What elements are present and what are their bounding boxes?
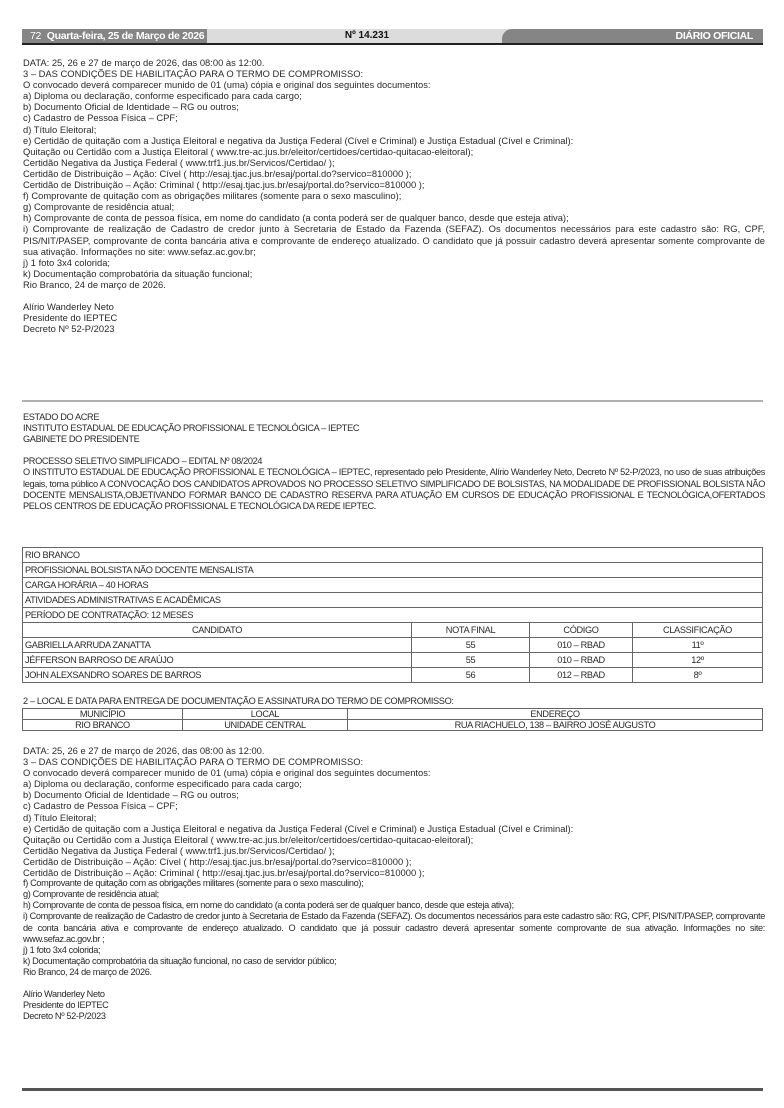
text-line: O convocado deverá comparecer munido de 01 (uma) cópia e original dos seguintes documentos: bbox=[23, 79, 431, 91]
text-line: j) 1 foto 3x4 colorida; bbox=[23, 944, 101, 955]
text-line: c) Cadastro de Pessoa Física – CPF; bbox=[23, 800, 178, 812]
cell-candidato: GABRIELLA ARRUDA ZANATTA bbox=[23, 638, 412, 653]
info-activities: ATIVIDADES ADMINISTRATIVAS E ACADÊMICAS bbox=[23, 593, 763, 608]
section1-text bbox=[23, 57, 765, 334]
text-line: Certidão de Distribuição – Ação: Cível ( http://esaj.tjac.jus.br/esaj/portal.do?servico=810000 ); bbox=[23, 855, 412, 867]
info-role: PROFISSIONAL BOLSISTA NÃO DOCENTE MENSALISTA bbox=[23, 563, 763, 578]
signing-date: Rio Branco, 24 de março de 2026. bbox=[23, 966, 152, 977]
table-row bbox=[23, 638, 763, 653]
text-line: f) Comprovante de quitação com as obrigações militares (somente para o sexo masculino); bbox=[23, 878, 364, 889]
col-header-endereco: ENDEREÇO bbox=[348, 709, 763, 720]
item-i-paragraph: i) Comprovante de realização de Cadastro de credor junto à Secretaria de Estado da Fazenda (SEFAZ). Os documentos necessários para este cadastro são: RG, CPF, PIS/NIT/PASEP, comprovante de conta bancária ativa e comprovante de endereço atualizado. O candidato que já possuir cadastro deverá apresentar somente comprovante de sua ativação. Informações no site: www.sefaz.ac.gov.br; bbox=[23, 223, 765, 257]
col-header-candidato: CANDIDATO bbox=[23, 623, 412, 638]
text-line: d) Título Eleitoral; bbox=[23, 123, 97, 135]
text-line: Certidão de Distribuição – Ação: Criminal ( http://esaj.tjac.jus.br/esaj/portal.do?servico=810000 ); bbox=[23, 867, 425, 879]
header-date: Quarta-feira, 25 de Março de 2026 bbox=[46, 30, 205, 42]
org-institute: INSTITUTO ESTADUAL DE EDUCAÇÃO PROFISSIONAL E TECNOLÓGICA – IEPTEC bbox=[23, 423, 360, 434]
edital-intro: O INSTITUTO ESTADUAL DE EDUCAÇÃO PROFISSIONAL E TECNOLÓGICA – IEPTEC, representado pelo Presidente, Alírio Wanderley Neto, Decreto Nº 52-P/2023, no uso de suas atribuições legais, torna público A CONVOCAÇÃO DOS CANDIDATOS APROVADOS NO PROCESSO SELETIVO SIMPLIFICADO DE BOLSISTAS, NA MODALIDADE DE PROFISSIONAL BOLSISTA NÃO DOCENTE MENSALISTA,OBJETIVANDO FORMAR BANCO DE CADASTRO RESERVA PARA ATUAÇÃO EM CURSOS DE EDUCAÇÃO PROFISSIONAL E TECNOLÓGICA,OFERTADOS PELOS CENTROS DE EDUCAÇÃO PROFISSIONAL E TECNOLÓGICA DA REDE IEPTEC. bbox=[23, 467, 765, 511]
text-line: h) Comprovante de conta de pessoa física, em nome do candidato (a conta poderá ser de qualquer banco, desde que esteja ativa); bbox=[23, 900, 514, 911]
cell-codigo: 010 – RBAD bbox=[530, 638, 633, 653]
header-rule bbox=[22, 43, 763, 45]
org-state: ESTADO DO ACRE bbox=[23, 412, 100, 422]
text-line: a) Diploma ou declaração, conforme especificado para cada cargo; bbox=[23, 778, 302, 790]
text-line: Certidão de Distribuição – Ação: Cível ( http://esaj.tjac.jus.br/esaj/portal.do?servico=810000 ); bbox=[23, 167, 412, 179]
cell-nota: 55 bbox=[412, 653, 530, 668]
info-period: PERÍODO DE CONTRATAÇÃO: 12 MESES bbox=[23, 608, 763, 623]
cell-local: UNIDADE CENTRAL bbox=[183, 720, 348, 731]
footer-rule bbox=[22, 1088, 763, 1091]
info-hours: CARGA HORÁRIA – 40 HORAS bbox=[23, 578, 763, 593]
text-line: Certidão Negativa da Justiça Federal ( www.trf1.jus.br/Servicos/Certidao/ ); bbox=[23, 156, 335, 168]
table-header-row bbox=[23, 709, 763, 720]
col-header-classificacao: CLASSIFICAÇÃO bbox=[633, 623, 763, 638]
section2-text bbox=[23, 745, 765, 1022]
info-row bbox=[23, 548, 763, 563]
table-row bbox=[23, 720, 763, 731]
text-line: Quitação ou Certidão com a Justiça Eleitoral ( www.tre-ac.jus.br/eleitor/certidoes/certidao-quitacao-eleitoral); bbox=[23, 833, 474, 845]
signer-name: Alírio Wanderley Neto bbox=[23, 989, 105, 1000]
col-header-local: LOCAL bbox=[183, 709, 348, 720]
text-line: DATA: 25, 26 e 27 de março de 2026, das 08:00 às 12:00. bbox=[23, 57, 265, 68]
text-line: b) Documento Oficial de Identidade – RG ou outros; bbox=[23, 789, 239, 801]
signer-decree: Decreto Nº 52-P/2023 bbox=[23, 1011, 106, 1022]
text-line: k) Documentação comprobatória da situação funcional; bbox=[23, 267, 253, 279]
text-line: Quitação ou Certidão com a Justiça Eleitoral ( www.tre-ac.jus.br/eleitor/certidoes/certidao-quitacao-eleitoral); bbox=[23, 145, 474, 157]
info-row bbox=[23, 563, 763, 578]
signer-title: Presidente do IEPTEC bbox=[23, 1000, 109, 1011]
text-line: c) Cadastro de Pessoa Física – CPF; bbox=[23, 112, 178, 124]
publication-title: DIÁRIO OFICIAL bbox=[502, 29, 763, 43]
text-line: b) Documento Oficial de Identidade – RG ou outros; bbox=[23, 101, 239, 113]
text-line: 3 – DAS CONDIÇÕES DE HABILITAÇÃO PARA O TERMO DE COMPROMISSO: bbox=[23, 68, 364, 80]
page-header bbox=[22, 29, 763, 43]
info-row bbox=[23, 608, 763, 623]
text-line: g) Comprovante de residência atual; bbox=[23, 201, 175, 213]
cell-classificacao: 12º bbox=[633, 653, 763, 668]
info-city: RIO BRANCO bbox=[23, 548, 763, 563]
text-line: DATA: 25, 26 e 27 de março de 2026, das 08:00 às 12:00. bbox=[23, 745, 265, 756]
cell-nota: 56 bbox=[412, 668, 530, 683]
cell-classificacao: 11º bbox=[633, 638, 763, 653]
signing-date: Rio Branco, 24 de março de 2026. bbox=[23, 278, 166, 290]
text-line: Certidão Negativa da Justiça Federal ( www.trf1.jus.br/Servicos/Certidao/ ); bbox=[23, 844, 335, 856]
table-row bbox=[23, 668, 763, 683]
table-header-row bbox=[23, 623, 763, 638]
cell-municipio: RIO BRANCO bbox=[23, 720, 183, 731]
table-row bbox=[23, 653, 763, 668]
text-line: a) Diploma ou declaração, conforme especificado para cada cargo; bbox=[23, 90, 302, 102]
info-row bbox=[23, 578, 763, 593]
local-title: 2 – LOCAL E DATA PARA ENTREGA DE DOCUMENTAÇÃO E ASSINATURA DO TERMO DE COMPROMISSO: bbox=[23, 696, 454, 706]
cell-candidato: JÉFFERSON BARROSO DE ARAÚJO bbox=[23, 653, 412, 668]
text-line: Certidão de Distribuição – Ação: Criminal ( http://esaj.tjac.jus.br/esaj/portal.do?servico=810000 ); bbox=[23, 179, 425, 191]
text-line: k) Documentação comprobatória da situação funcional, no caso de servidor público; bbox=[23, 955, 337, 966]
local-title-block bbox=[23, 696, 765, 707]
col-header-codigo: CÓDIGO bbox=[530, 623, 633, 638]
info-row bbox=[23, 593, 763, 608]
text-line: 3 – DAS CONDIÇÕES DE HABILITAÇÃO PARA O TERMO DE COMPROMISSO: bbox=[23, 756, 364, 768]
text-line: h) Comprovante de conta de pessoa física, em nome do candidato (a conta poderá ser de qualquer banco, desde que esteja ativa); bbox=[23, 212, 569, 224]
header-date-tab bbox=[22, 29, 220, 43]
signer-title: Presidente do IEPTEC bbox=[23, 312, 118, 324]
candidates-table bbox=[22, 547, 763, 683]
cell-endereco: RUA RIACHUELO, 138 – BAIRRO JOSÉ AUGUSTO bbox=[348, 720, 763, 731]
item-i-paragraph: i) Comprovante de realização de Cadastro de credor junto à Secretaria de Estado da Fazenda (SEFAZ). Os documentos necessários para este cadastro são: RG, CPF, PIS/NIT/PASEP, comprovante de conta bancária ativa e comprovante de endereço atualizado. O candidato que já possuir cadastro deverá apresentar somente comprovante de sua ativação. Informações no site: www.sefaz.ac.gov.br ; bbox=[23, 911, 765, 944]
text-line: d) Título Eleitoral; bbox=[23, 811, 97, 823]
col-header-municipio: MUNICÍPIO bbox=[23, 709, 183, 720]
local-table bbox=[22, 708, 763, 731]
cell-classificacao: 8º bbox=[633, 668, 763, 683]
page-number: 72 bbox=[30, 30, 42, 42]
org-office: GABINETE DO PRESIDENTE bbox=[23, 434, 140, 445]
cell-codigo: 010 – RBAD bbox=[530, 653, 633, 668]
cell-candidato: JOHN ALEXSANDRO SOARES DE BARROS bbox=[23, 668, 412, 683]
issue-number: Nº 14.231 bbox=[207, 29, 527, 43]
cell-codigo: 012 – RBAD bbox=[530, 668, 633, 683]
text-line: j) 1 foto 3x4 colorida; bbox=[23, 256, 111, 268]
section2-heading bbox=[23, 412, 765, 512]
cell-nota: 55 bbox=[412, 638, 530, 653]
signer-name: Alírio Wanderley Neto bbox=[23, 301, 114, 313]
col-header-nota: NOTA FINAL bbox=[412, 623, 530, 638]
section-divider bbox=[22, 400, 763, 402]
text-line: f) Comprovante de quitação com as obrigações militares (somente para o sexo masculino); bbox=[23, 190, 402, 202]
text-line: g) Comprovante de residência atual; bbox=[23, 889, 159, 900]
text-line: O convocado deverá comparecer munido de 01 (uma) cópia e original dos seguintes documentos: bbox=[23, 767, 431, 779]
edital-title: PROCESSO SELETIVO SIMPLIFICADO – EDITAL Nº 08/2024 bbox=[23, 456, 263, 467]
text-line: e) Certidão de quitação com a Justiça Eleitoral e negativa da Justiça Federal (Cível e Criminal) e Justiça Estadual (Cível e Criminal): bbox=[23, 822, 574, 834]
signer-decree: Decreto Nº 52-P/2023 bbox=[23, 323, 115, 335]
text-line: e) Certidão de quitação com a Justiça Eleitoral e negativa da Justiça Federal (Cível e Criminal) e Justiça Estadual (Cível e Criminal): bbox=[23, 134, 574, 146]
